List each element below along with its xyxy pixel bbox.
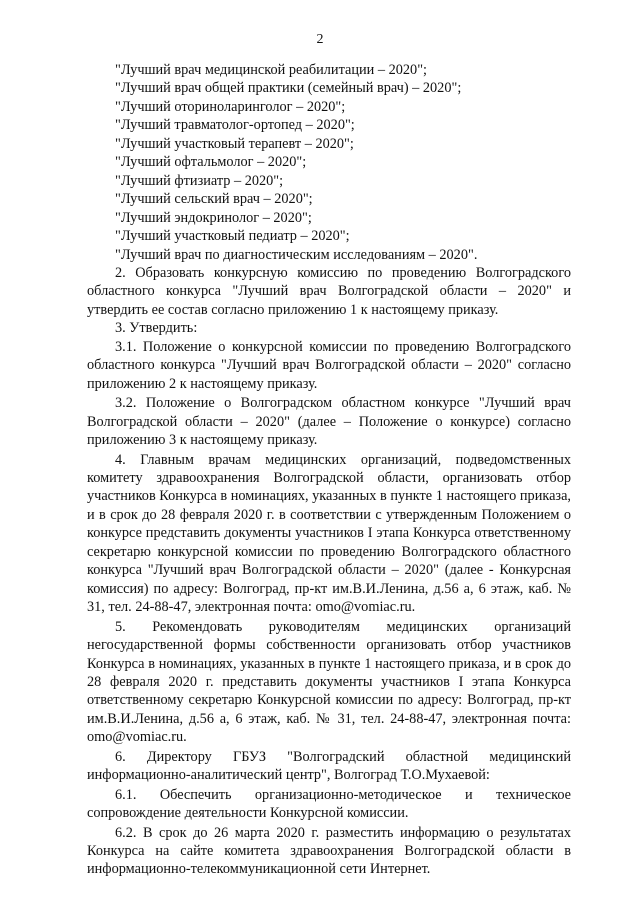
paragraph-6-2-results: 6.2. В срок до 26 марта 2020 г. разместить информацию о результатах Конкурса на сайте комитета здравоохранения Волгоградской области в информационно-телекоммуникационной сети Интернет. [87, 824, 571, 878]
nomination-item: "Лучший врач общей практики (семейный врач) – 2020"; [115, 80, 462, 97]
nomination-item: "Лучший фтизиатр – 2020"; [115, 172, 284, 189]
paragraph-3-1-commission-regulation: 3.1. Положение о конкурсной комиссии по проведению Волгоградского областного конкурса "Лучший врач Волгоградской области – 2020" согласно приложению 2 к настоящему приказу. [87, 338, 571, 392]
nomination-item: "Лучший эндокринолог – 2020"; [115, 209, 312, 226]
paragraph-6-1-support: 6.1. Обеспечить организационно-методическое и техническое сопровождение деятельности Конкурсной комиссии. [87, 786, 571, 822]
nomination-item: "Лучший офтальмолог – 2020"; [115, 154, 307, 171]
paragraph-3-approve: 3. Утвердить: [115, 320, 198, 337]
paragraph-4-chief-doctors: 4. Главным врачам медицинских организаций, подведомственных комитету здравоохранения Волгоградской области, организовать отбор участников Конкурса в номинациях, указанных в пункте 1 настоящего приказа, и в срок до 28 февраля 2020 г. в соответствии с утвержденным Положением о конкурсе представить документы участников I этапа Конкурса ответственному секретарю конкурсной комиссии по проведению Волгоградского областного конкурса "Лучший врач Волгоградской области – 2020" (далее - Конкурсная комиссия) по адресу: Волгоград, пр-кт им.В.И.Ленина, д.56 а, 6 этаж, каб. № 31, тел. 24-88-47, электронная почта: omo@vomiac.ru. [87, 451, 571, 616]
nomination-item: "Лучший врач по диагностическим исследованиям – 2020". [115, 246, 478, 263]
paragraph-5-private-organizations: 5. Рекомендовать руководителям медицинских организаций негосударственной формы собственности организовать отбор участников Конкурса в номинациях, указанных в пункте 1 настоящего приказа, и в срок до 28 февраля 2020 г. представить документы участников I этапа Конкурса ответственному секретарю Конкурсной комиссии по адресу: Волгоград, пр-кт им.В.И.Ленина, д.56 а, 6 этаж, каб. № 31, тел. 24-88-47, электронная почта: omo@vomiac.ru. [87, 618, 571, 746]
nomination-item: "Лучший участковый педиатр – 2020"; [115, 228, 350, 245]
nomination-item: "Лучший травматолог-ортопед – 2020"; [115, 117, 355, 134]
page-number: 2 [316, 32, 324, 47]
paragraph-3-2-contest-regulation: 3.2. Положение о Волгоградском областном конкурсе "Лучший врач Волгоградской области – 2020" (далее – Положение о конкурсе) согласно приложению 3 к настоящему приказу. [87, 395, 571, 449]
nomination-item: "Лучший врач медицинской реабилитации – 2020"; [115, 62, 428, 78]
paragraph-6-director: 6. Директору ГБУЗ "Волгоградский областной медицинский информационно-аналитический центр", Волгоград Т.О.Мухаевой: [87, 748, 571, 784]
document-body [87, 61, 571, 879]
nomination-item: "Лучший оториноларинголог – 2020"; [115, 98, 346, 115]
paragraph-2-commission: 2. Образовать конкурсную комиссию по проведению Волгоградского областного конкурса "Лучший врач Волгоградской области – 2020" и утвердить ее состав согласно приложению 1 к настоящему приказу. [87, 264, 571, 318]
nomination-item: "Лучший сельский врач – 2020"; [115, 191, 313, 208]
nomination-item: "Лучший участковый терапевт – 2020"; [115, 135, 354, 152]
nomination-list [87, 61, 571, 264]
